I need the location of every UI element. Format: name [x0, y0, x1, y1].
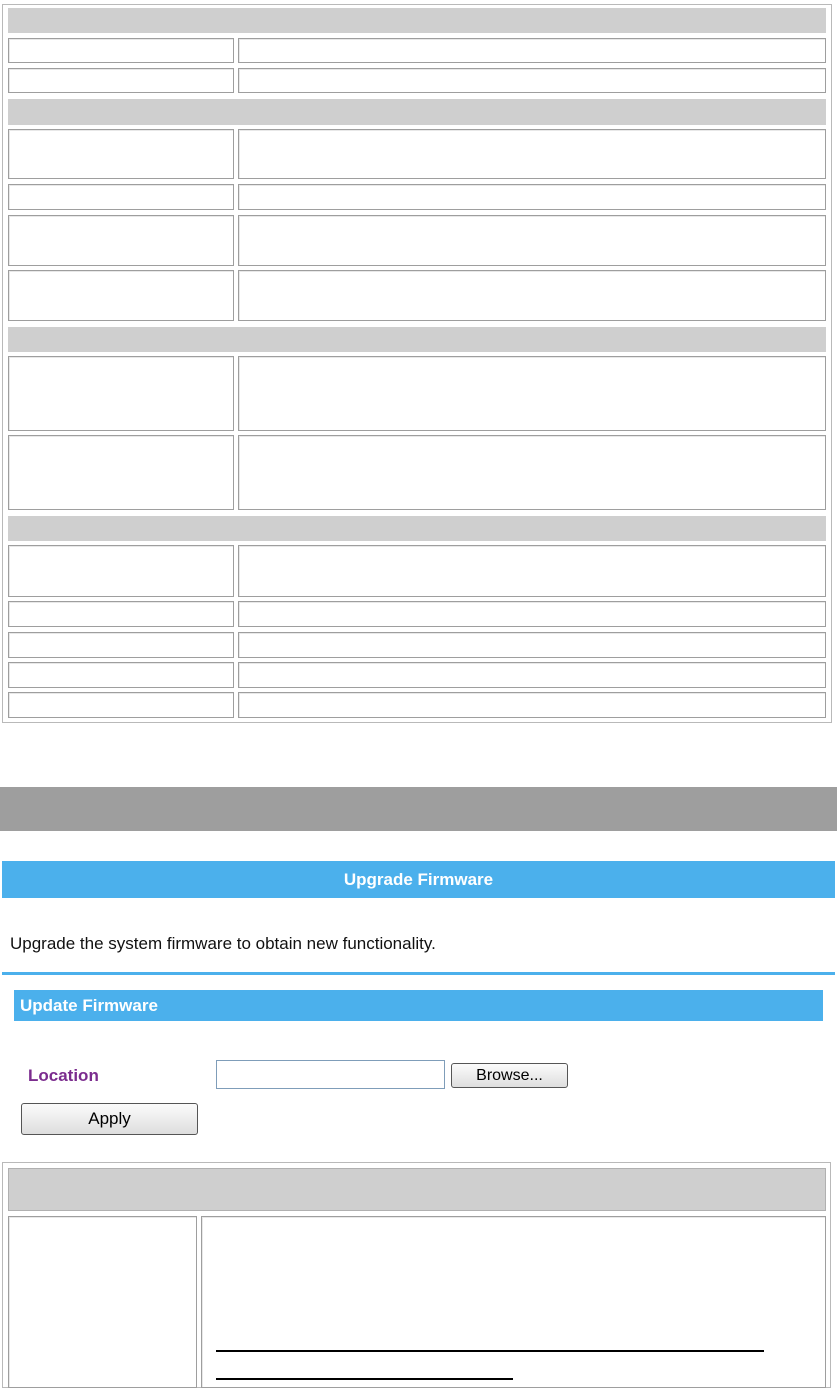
location-input[interactable]: [216, 1060, 445, 1089]
table-value-cell: [238, 662, 826, 688]
location-label: Location: [28, 1066, 99, 1085]
table-label-cell: [8, 692, 234, 718]
section-header-1: [8, 8, 826, 33]
table-label-cell: [8, 129, 234, 179]
table-value-cell: [238, 435, 826, 510]
table-value-cell: [238, 184, 826, 210]
table-label-cell: [8, 356, 234, 431]
table-value-cell: [238, 356, 826, 431]
table-value-cell: [238, 270, 826, 321]
table-label-cell: [8, 435, 234, 510]
upgrade-firmware-banner: [2, 861, 835, 898]
table-value-cell: [238, 692, 826, 718]
apply-button[interactable]: [21, 1103, 198, 1135]
section-header-4: [8, 516, 826, 541]
table-value-cell: [238, 215, 826, 266]
update-firmware-section-header: [14, 990, 823, 1021]
table-value-cell: [238, 601, 826, 627]
section-header-2: [8, 99, 826, 125]
table-label-cell: [8, 38, 234, 63]
underline-rule: [216, 1350, 764, 1352]
table-label-cell: [8, 184, 234, 210]
table-value-cell: [238, 38, 826, 63]
apply-button-label: Apply: [88, 1109, 131, 1128]
table-value-cell: [238, 632, 826, 658]
table-label-cell: [8, 601, 234, 627]
table-label-cell: [8, 68, 234, 93]
table-label-cell: [8, 662, 234, 688]
section-header-3: [8, 327, 826, 352]
table-label-cell: [8, 632, 234, 658]
section-title: Update Firmware: [20, 995, 158, 1015]
table-label-cell: [8, 545, 234, 597]
table-value-cell: [238, 545, 826, 597]
table-label-cell: [8, 270, 234, 321]
info-label-cell: [8, 1216, 197, 1388]
table-value-cell: [238, 68, 826, 93]
table-label-cell: [8, 215, 234, 266]
info-value-cell: [201, 1216, 826, 1388]
page-description: Upgrade the system firmware to obtain new functionality.: [10, 934, 436, 953]
section-divider-band: [0, 787, 837, 831]
description-divider: [2, 972, 835, 975]
browse-button[interactable]: [451, 1063, 568, 1088]
page-title: Upgrade Firmware: [343, 869, 494, 889]
info-table-header: [8, 1168, 826, 1211]
browse-button-label: Browse...: [476, 1066, 543, 1084]
underline-rule: [216, 1378, 513, 1380]
table-value-cell: [238, 129, 826, 179]
